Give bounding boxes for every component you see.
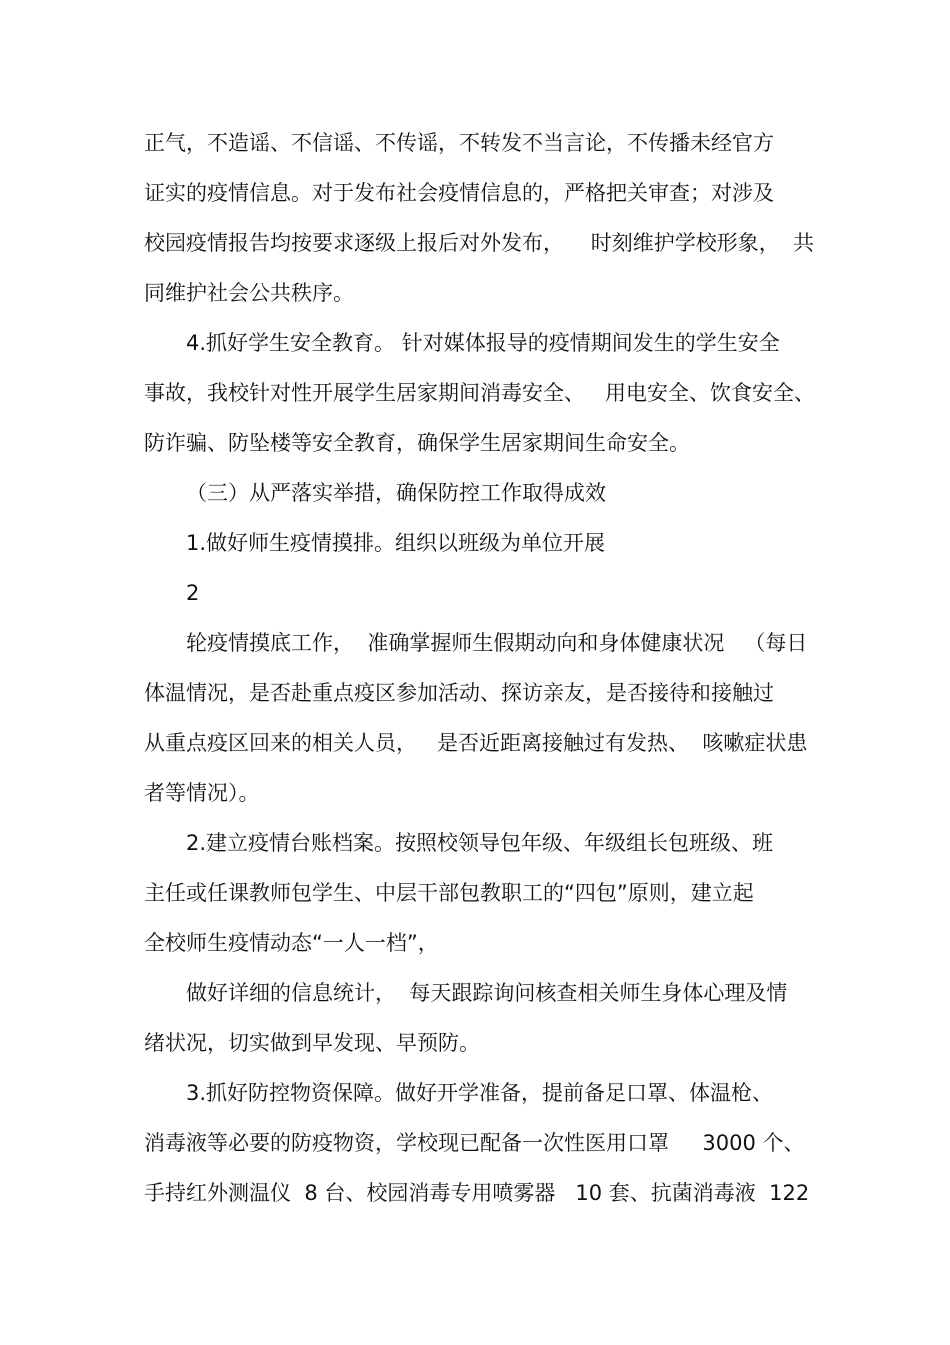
text-line: 从重点疫区回来的相关人员， 是否近距离接触过有发热、 咳嗽症状患 [144, 731, 808, 755]
section-heading: （三）从严落实举措，确保防控工作取得成效 [186, 481, 606, 505]
text-line: 主任或任课教师包学生、中层干部包教职工的“四包”原则，建立起 [144, 881, 754, 905]
numbered-item: 3.抓好防控物资保障。做好开学准备，提前备足口罩、体温枪、 [186, 1081, 774, 1105]
text-line: 者等情况）。 [144, 781, 260, 805]
text-line: 消毒液等必要的防疫物资，学校现已配备一次性医用口罩 3000 个、 [144, 1131, 805, 1155]
text-line: 正气，不造谣、不信谣、不传谣，不转发不当言论，不传播未经官方 [144, 131, 774, 155]
text-line: 手持红外测温仪 8 台、校园消毒专用喷雾器 10 套、抗菌消毒液 122 [144, 1181, 810, 1205]
text-line: 事故，我校针对性开展学生居家期间消毒安全、 用电安全、饮食安全、 [144, 381, 816, 405]
text-line: 防诈骗、防坠楼等安全教育，确保学生居家期间生命安全。 [144, 431, 690, 455]
text-line: 2 [186, 581, 200, 605]
numbered-item: 4.抓好学生安全教育。 针对媒体报导的疫情期间发生的学生安全 [186, 331, 780, 355]
numbered-item: 1.做好师生疫情摸排。组织以班级为单位开展 [186, 531, 606, 555]
text-line: 证实的疫情信息。对于发布社会疫情信息的，严格把关审查；对涉及 [144, 181, 774, 205]
text-line: 做好详细的信息统计， 每天跟踪询问核查相关师生身体心理及情 [186, 981, 788, 1005]
text-line: 同维护社会公共秩序。 [144, 281, 354, 305]
text-line: 体温情况，是否赴重点疫区参加活动、探访亲友，是否接待和接触过 [144, 681, 774, 705]
text-line: 校园疫情报告均按要求逐级上报后对外发布， 时刻维护学校形象， 共 [144, 231, 815, 255]
text-line: 绪状况，切实做到早发现、早预防。 [144, 1031, 480, 1055]
numbered-item: 2.建立疫情台账档案。按照校领导包年级、年级组长包班级、班 [186, 831, 774, 855]
text-line: 轮疫情摸底工作， 准确掌握师生假期动向和身体健康状况 （每日 [186, 631, 808, 655]
text-line: 全校师生疫情动态“一人一档”， [144, 931, 439, 955]
